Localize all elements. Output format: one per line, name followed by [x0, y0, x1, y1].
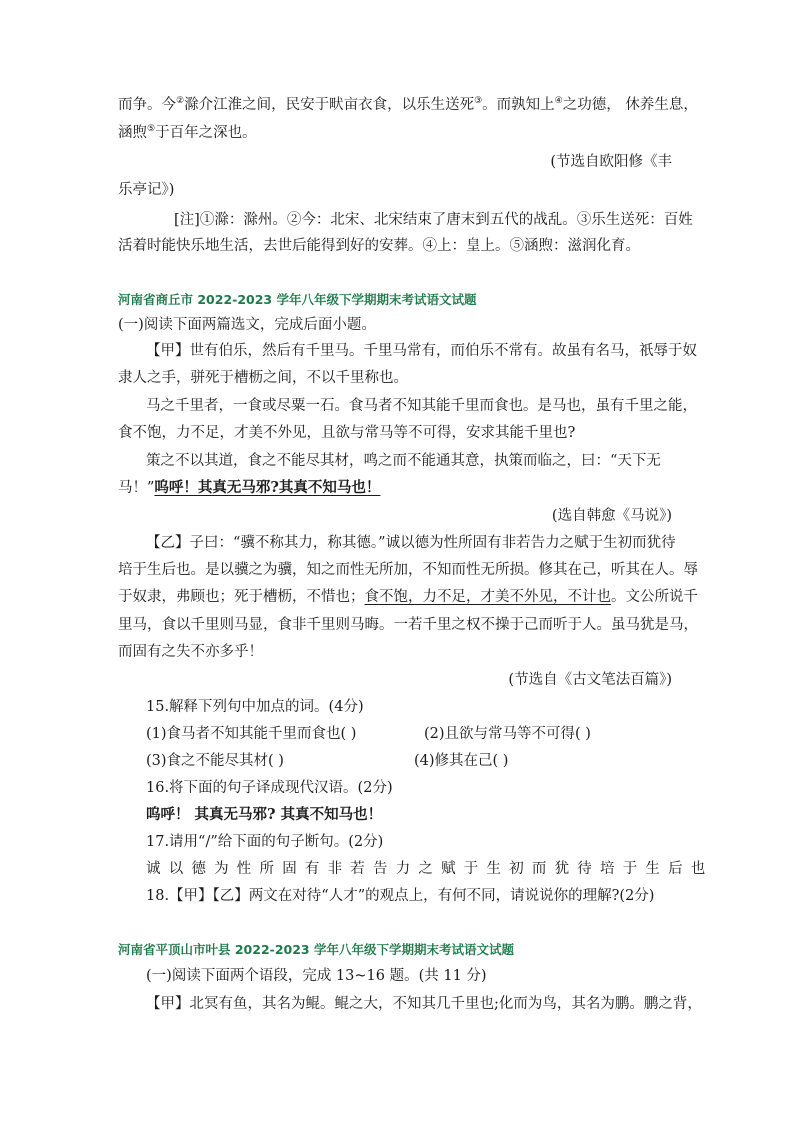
- source-citation: (选自韩愈《马说》): [551, 508, 672, 524]
- exam-title: 河南省商丘市 2022-2023 学年八年级下学期期末考试语文试题: [118, 292, 477, 307]
- question-15-item-1: (1)食马者不知其能千里而食也( ): [146, 726, 357, 742]
- question-15-item-4: (4)修其在己( ): [414, 753, 509, 769]
- question-17: 17.请用“/”给下面的句子断句。(2分): [146, 834, 384, 850]
- annotation-note: 活着时能快乐地生活，去世后能得到好的安葬。④上：皇上。⑤涵煦：滋润化育。: [118, 238, 640, 254]
- underlined-sentence: 呜呼！其真无马邪?其真不知马也！: [154, 479, 381, 496]
- reading-instruction: (一)阅读下面两篇选文，完成后面小题。: [118, 317, 376, 333]
- passage-line: 于奴隶，弗顾也；死于槽枥，不惜也；食不饱，力不足，才美不外见，不计也。文公所说千: [118, 589, 698, 605]
- passage-line: 【乙】子曰：“骥不称其力，称其德。”诚以德为性所固有非若告力之赋于生初而犹待: [146, 535, 676, 551]
- source-citation: (节选自欧阳修《丰: [550, 154, 672, 170]
- passage-line: 涵煦⑤于百年之深也。: [118, 124, 257, 141]
- passage-line: 【甲】北冥有鱼，其名为鲲。鲲之大，不知其几千里也;化而为鸟，其名为鹏。鹏之背，: [146, 996, 702, 1012]
- reading-instruction: (一)阅读下面两个语段，完成 13~16 题。(共 11 分): [146, 968, 487, 984]
- passage-line: 食不饱，力不足，才美不外见，且欲与常马等不可得，安求其能千里也?: [118, 425, 576, 441]
- question-15-item-3: (3)食之不能尽其材( ): [146, 753, 284, 769]
- footnote-marker: ⑤: [147, 124, 156, 135]
- footnote-marker: ②: [176, 96, 185, 107]
- question-15: 15.解释下列句中加点的词。(4分): [146, 699, 364, 715]
- source-citation: (节选自《古文笔法百篇》): [508, 672, 672, 688]
- question-17-sentence: 诚以德为性所固有非若告力之赋于生初而犹待培于生后也: [146, 861, 714, 877]
- footnote-marker: ④: [554, 96, 563, 107]
- question-16: 16.将下面的句子译成现代汉语。(2分): [146, 780, 393, 796]
- source-citation-cont: 乐亭记》): [118, 182, 175, 198]
- underlined-sentence: 食不饱，力不足，才美不外见，不计也: [364, 589, 611, 605]
- annotation-note: [注]①滁：滁州。②今：北宋、北宋结束了唐末到五代的战乱。③乐生送死：百姓: [174, 212, 693, 228]
- passage-line: 而争。今②滁介江淮之间，民安于畎亩衣食，以乐生送死③。而孰知上④之功德， 休养生息，: [118, 96, 698, 113]
- question-18: 18.【甲】【乙】两文在对待“人才”的观点上，有何不同，请说说你的理解?(2分): [146, 888, 655, 904]
- passage-line: 马之千里者，一食或尽粟一石。食马者不知其能千里而食也。是马也，虽有千里之能，: [146, 398, 697, 414]
- passage-line: 马！”呜呼！其真无马邪?其真不知马也！: [118, 479, 381, 496]
- passage-line: 里马，食以千里则马显，食非千里则马晦。一若千里之权不操于己而听于人。虽马犹是马，: [118, 617, 698, 633]
- passage-line: 策之不以其道，食之不能尽其材，鸣之而不能通其意，执策而临之，曰：“天下无: [146, 453, 661, 469]
- passage-line: 培于生后也。是以骥之为骥，知之而性无所加，不知而性无所损。修其在己，听其在人。辱: [118, 562, 698, 578]
- passage-line: 【甲】世有伯乐，然后有千里马。千里马常有，而伯乐不常有。故虽有名马，祇辱于奴: [146, 343, 697, 359]
- exam-title: 河南省平顶山市叶县 2022-2023 学年八年级下学期期末考试语文试题: [118, 942, 514, 957]
- question-16-sentence: 呜呼！ 其真无马邪? 其真不知马也！: [146, 806, 383, 823]
- footnote-marker: ③: [474, 96, 483, 107]
- question-15-item-2: (2)且欲与常马等不可得( ): [424, 726, 591, 742]
- passage-line: 而固有之失不亦多乎！: [118, 644, 263, 660]
- passage-line: 隶人之手，骈死于槽枥之间，不以千里称也。: [118, 370, 408, 386]
